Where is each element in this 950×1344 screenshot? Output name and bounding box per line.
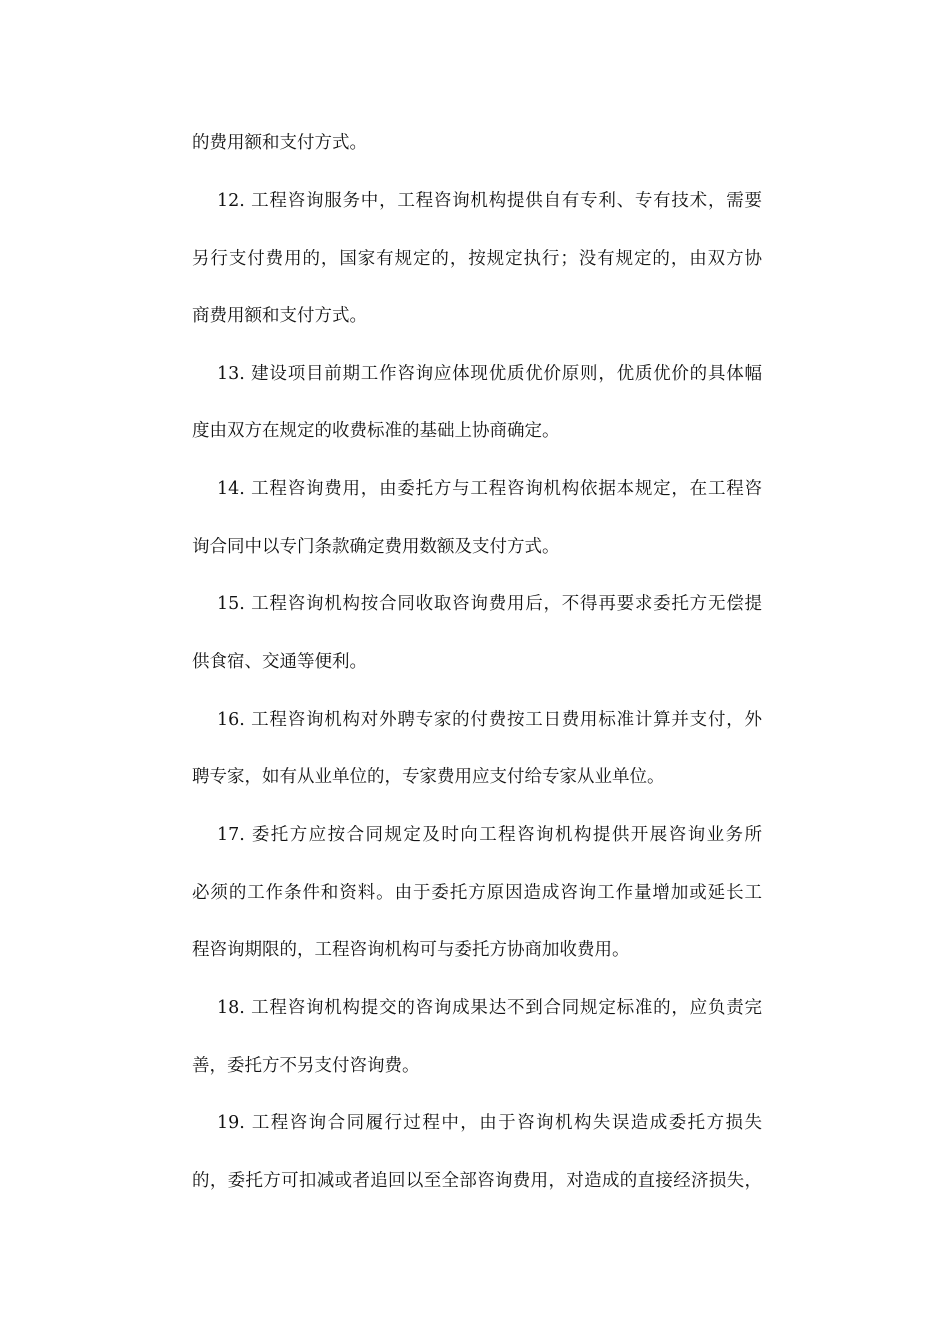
clause-18-line-2: 善，委托方不另支付咨询费。 xyxy=(192,1056,420,1076)
clause-12-line-2: 另行支付费用的，国家有规定的，按规定执行；没有规定的，由双方协 xyxy=(192,249,762,269)
text-line-1: 的费用额和支付方式。 xyxy=(192,133,367,153)
clause-14-line-1: 14. 工程咨询费用，由委托方与工程咨询机构依据本规定，在工程咨 xyxy=(217,479,762,499)
clause-17-line-3: 程咨询期限的，工程咨询机构可与委托方协商加收费用。 xyxy=(192,940,630,960)
clause-14-line-2: 询合同中以专门条款确定费用数额及支付方式。 xyxy=(192,537,560,557)
clause-19-line-2: 的，委托方可扣减或者追回以至全部咨询费用，对造成的直接经济损失， xyxy=(192,1171,762,1191)
clause-15-line-1: 15. 工程咨询机构按合同收取咨询费用后，不得再要求委托方无偿提 xyxy=(217,594,762,614)
clause-16-line-2: 聘专家，如有从业单位的，专家费用应支付给专家从业单位。 xyxy=(192,767,665,787)
clause-13-line-1: 13. 建设项目前期工作咨询应体现优质优价原则，优质优价的具体幅 xyxy=(217,364,762,384)
clause-15-line-2: 供食宿、交通等便利。 xyxy=(192,652,367,672)
clause-16-line-1: 16. 工程咨询机构对外聘专家的付费按工日费用标准计算并支付，外 xyxy=(217,710,762,730)
clause-19-line-1: 19. 工程咨询合同履行过程中，由于咨询机构失误造成委托方损失 xyxy=(217,1113,762,1133)
clause-17-line-2: 必须的工作条件和资料。由于委托方原因造成咨询工作量增加或延长工 xyxy=(192,883,762,903)
clause-18-line-1: 18. 工程咨询机构提交的咨询成果达不到合同规定标准的，应负责完 xyxy=(217,998,762,1018)
clause-12-line-1: 12. 工程咨询服务中，工程咨询机构提供自有专利、专有技术，需要 xyxy=(217,191,762,211)
clause-13-line-2: 度由双方在规定的收费标准的基础上协商确定。 xyxy=(192,421,560,441)
clause-17-line-1: 17. 委托方应按合同规定及时向工程咨询机构提供开展咨询业务所 xyxy=(217,825,762,845)
clause-12-line-3: 商费用额和支付方式。 xyxy=(192,306,367,326)
